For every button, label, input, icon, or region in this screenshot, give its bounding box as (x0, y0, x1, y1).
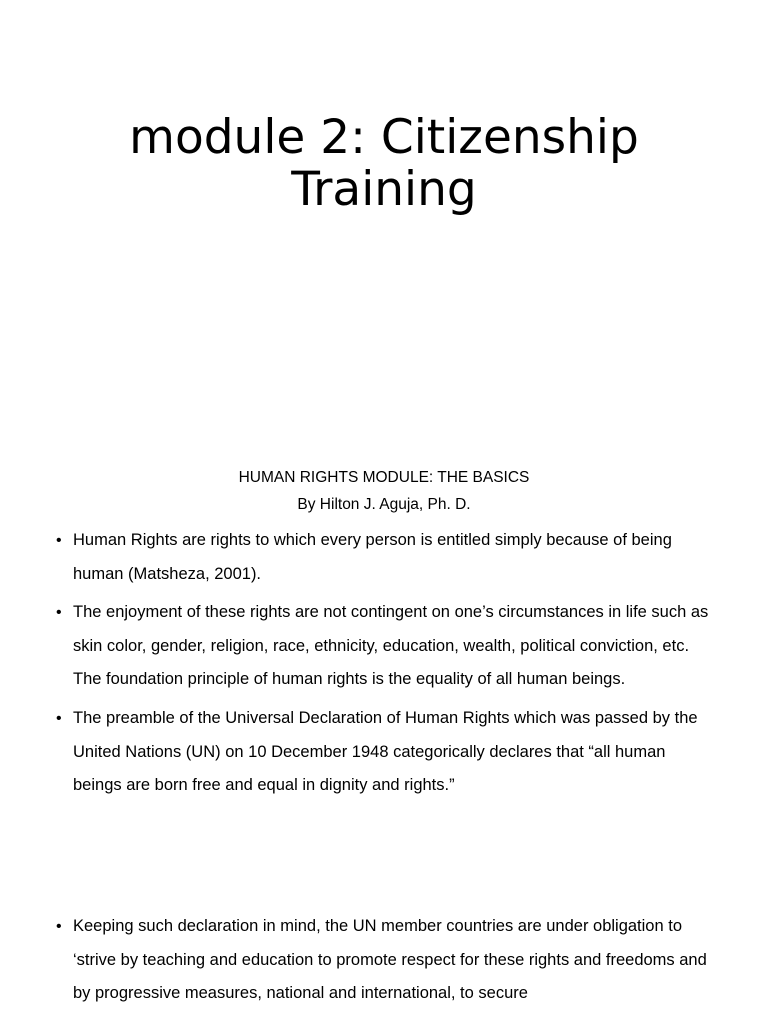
module-heading-author: By Hilton J. Aguja, Ph. D. (297, 496, 471, 513)
bullet-item (0, 524, 768, 591)
bullet-dot-icon: • (56, 918, 62, 935)
slide-title (0, 112, 768, 216)
bullet-text: Human Rights are rights to which every person is entitled simply because of being human (Matsheza, 2001). (73, 531, 672, 583)
bullet-dot-icon: • (56, 532, 62, 549)
title-slide (0, 0, 768, 440)
bullet-dot-icon: • (56, 709, 62, 727)
module-heading-title: HUMAN RIGHTS MODULE: THE BASICS (238, 469, 530, 486)
bullet-item (0, 702, 768, 803)
module-heading (0, 464, 768, 518)
bullet-dot-icon: • (56, 604, 62, 622)
bullet-text: The enjoyment of these rights are not contingent on one’s circumstances in life such as skin color, gender, religion, race, ethnicity, education, wealth, political conviction, etc. The foundation principle of human rights is the equality of all human beings. (73, 603, 709, 689)
bullet-item (0, 596, 768, 697)
slide-title-line: module 2: Citizenship (129, 110, 639, 165)
bullet-list-continued (0, 910, 768, 1016)
bullet-text: Keeping such declaration in mind, the UN member countries are under obligation to ‘strive by teaching and education to promote respect for these rights and freedoms and by progressive measures, national and international, to secure (73, 917, 707, 1003)
content-slide (0, 440, 768, 1024)
bullet-item (0, 910, 768, 1011)
slide-title-line: Training (291, 162, 477, 217)
bullet-list (0, 524, 768, 808)
bullet-text: The preamble of the Universal Declaration of Human Rights which was passed by the United Nations (UN) on 10 December 1948 categorically declares that “all human beings are born free and equal in dignity and rights.” (73, 708, 698, 795)
